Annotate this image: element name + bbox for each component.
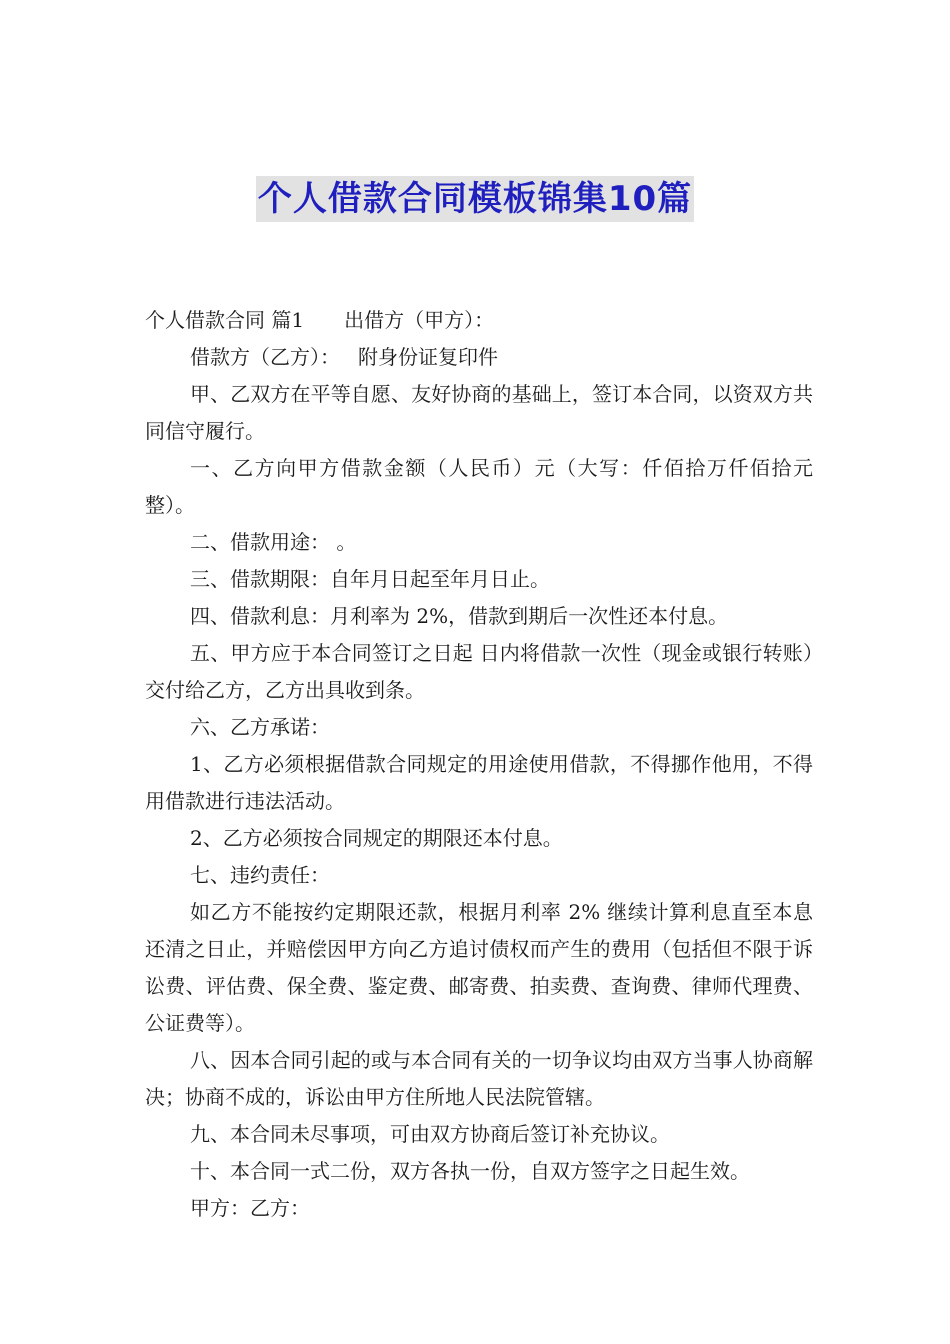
title-container — [0, 176, 950, 222]
paragraph-preamble: 甲、乙双方在平等自愿、友好协商的基础上，签订本合同，以资双方共同信守履行。 — [145, 382, 813, 443]
document-title: 个人借款合同模板锦集10篇 — [256, 176, 694, 222]
clause-6-promise: 六、乙方承诺： — [190, 715, 330, 739]
clause-1-amount: 一、乙方向甲方借款金额（人民币）元（大写：仟佰拾万仟佰拾元整）。 — [145, 456, 813, 517]
document-body — [145, 302, 813, 1227]
clause-2-purpose: 二、借款用途： 。 — [190, 530, 357, 554]
signature-line — [145, 1190, 813, 1227]
clause-3-term: 三、借款期限：自年月日起至年月日止。 — [190, 567, 550, 591]
clause-4-interest: 四、借款利息：月利率为 2%，借款到期后一次性还本付息。 — [190, 604, 729, 628]
party-b-signature: 乙方： — [250, 1196, 310, 1220]
clause-10-copies: 十、本合同一式二份，双方各执一份，自双方签字之日起生效。 — [190, 1159, 750, 1183]
clause-5-delivery: 五、甲方应于本合同签订之日起 日内将借款一次性（现金或银行转账）交付给乙方，乙方出具收到条。 — [145, 641, 813, 702]
clause-9-supplement: 九、本合同未尽事项，可由双方协商后签订补充协议。 — [190, 1122, 670, 1146]
party-a-signature: 甲方： — [190, 1196, 250, 1220]
clause-7-breach: 七、违约责任： — [190, 863, 330, 887]
promise-item-2: 2、乙方必须按合同规定的期限还本付息。 — [190, 826, 563, 850]
borrower-line — [145, 339, 813, 376]
clause-8-dispute: 八、因本合同引起的或与本合同有关的一切争议均由双方当事人协商解决；协商不成的，诉讼由甲方住所地人民法院管辖。 — [145, 1048, 813, 1109]
header-line — [145, 302, 813, 339]
lender-label: 出借方（甲方）： — [344, 308, 495, 332]
promise-item-1: 1、乙方必须根据借款合同规定的用途使用借款，不得挪作他用，不得用借款进行违法活动。 — [145, 752, 813, 813]
contract-number: 个人借款合同 篇1 — [145, 308, 305, 332]
id-copy-note: 附身份证复印件 — [358, 345, 498, 369]
breach-detail: 如乙方不能按约定期限还款，根据月利率 2% 继续计算利息直至本息还清之日止，并赔偿因甲方向乙方追讨债权而产生的费用（包括但不限于诉讼费、评估费、保全费、鉴定费、邮寄费、拍卖费、查询费、律师代理费、公证费等）。 — [145, 900, 813, 1035]
borrower-label: 借款方（乙方）： — [190, 345, 340, 369]
